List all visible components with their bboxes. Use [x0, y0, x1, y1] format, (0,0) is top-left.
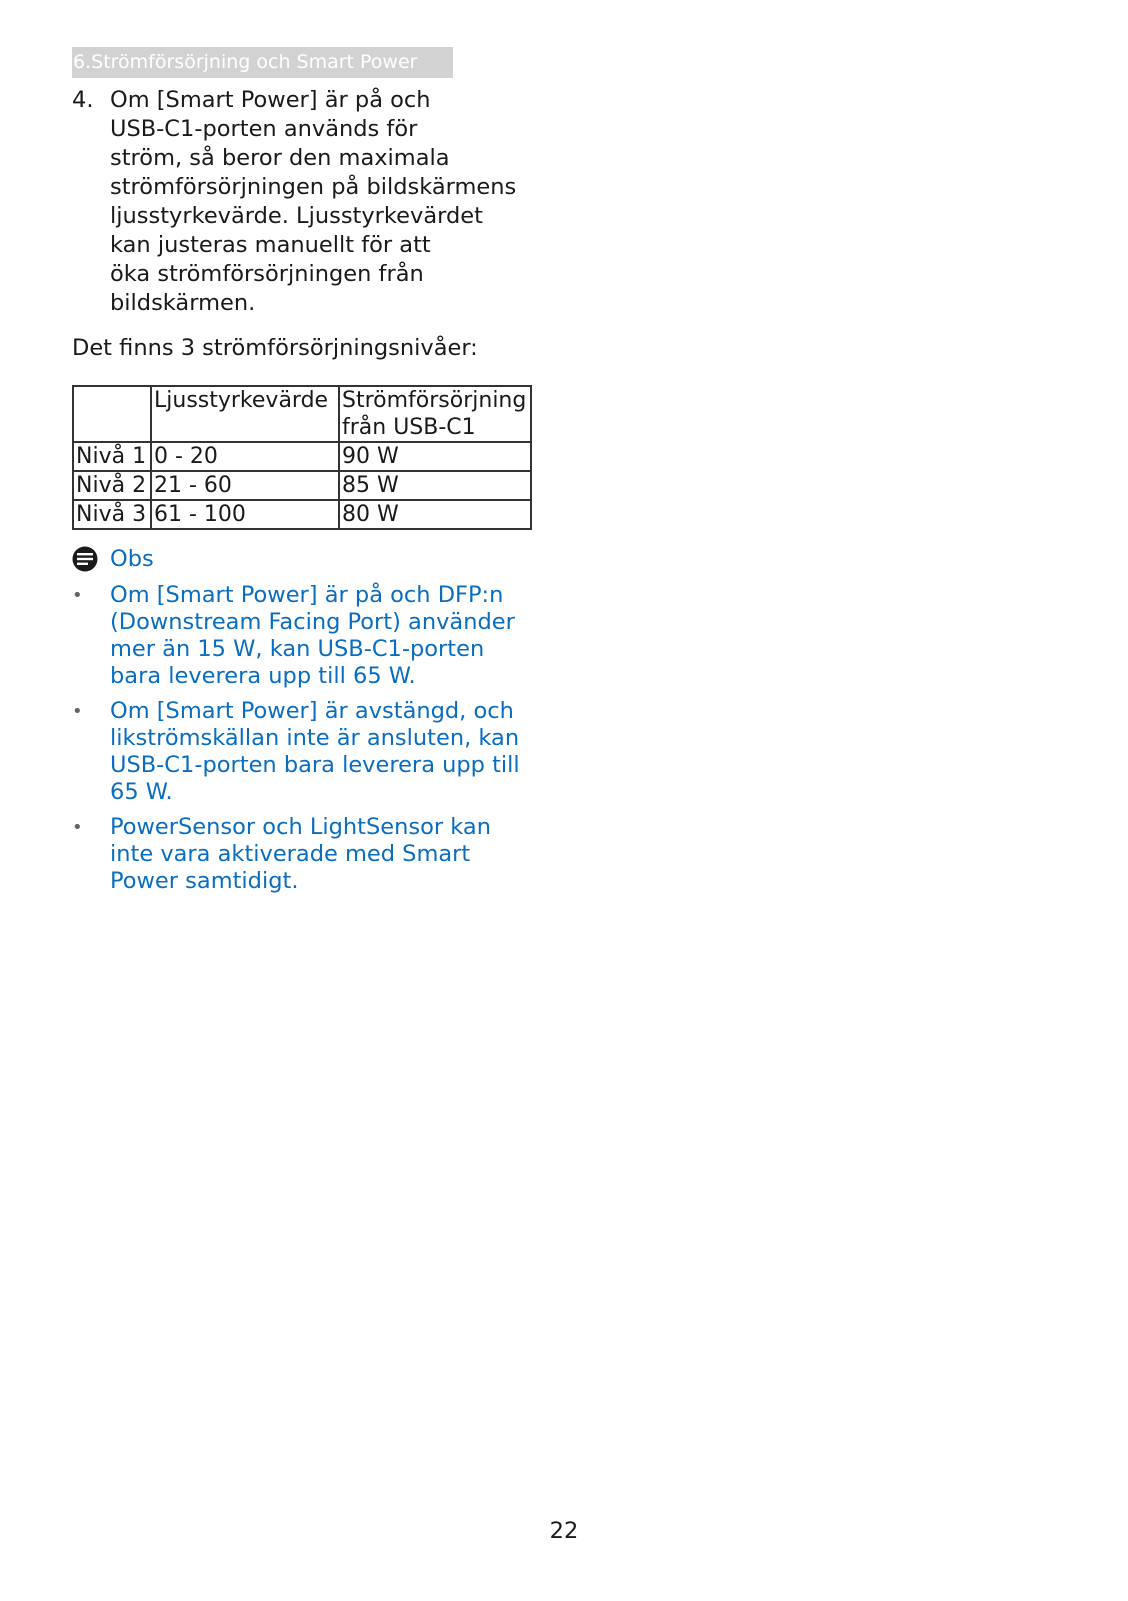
note-label: Obs: [110, 546, 154, 572]
table-cell-power: 85 W: [339, 471, 531, 500]
text-line: USB-C1-porten används för: [110, 116, 418, 142]
text-line: USB-C1-porten bara leverera upp till: [110, 752, 520, 778]
power-levels-table: [72, 385, 532, 530]
text-line: strömförsörjningen på bildskärmens: [110, 174, 517, 200]
table-cell-power: 90 W: [339, 442, 531, 471]
table-header-cell-empty: [73, 386, 151, 442]
bullet-icon: •: [72, 701, 83, 722]
table-row: [73, 471, 531, 500]
section-header: 6.Strömförsörjning och Smart Power: [72, 47, 453, 78]
table-row: [73, 500, 531, 529]
note-text: [110, 582, 542, 690]
header-power-line-1: Strömförsörjning: [342, 388, 527, 413]
bullet-icon: •: [72, 585, 83, 606]
text-line: Om [Smart Power] är på och DFP:n: [110, 582, 504, 608]
note-item: [72, 582, 542, 690]
table-cell-power: 80 W: [339, 500, 531, 529]
table-cell-level: Nivå 3: [73, 500, 151, 529]
note-text: [110, 814, 542, 895]
note-list: [72, 582, 542, 903]
note-item: [72, 814, 542, 895]
table-header-cell-brightness: Ljusstyrkevärde: [151, 386, 339, 442]
text-line: kan justeras manuellt för att: [110, 232, 431, 258]
note-text: [110, 698, 542, 806]
bullet-icon: •: [72, 817, 83, 838]
text-line: inte vara aktiverade med Smart: [110, 841, 471, 867]
text-line: likströmskällan inte är ansluten, kan: [110, 725, 520, 751]
page-number: 22: [549, 1518, 579, 1544]
text-line: ström, så beror den maximala: [110, 145, 450, 171]
table-cell-brightness: 0 - 20: [151, 442, 339, 471]
list-item-text: [110, 86, 540, 318]
table-header-row: [73, 386, 531, 442]
text-line: 65 W.: [110, 779, 173, 805]
note-item: [72, 698, 542, 806]
note-icon: [72, 546, 98, 572]
header-power-line-2: från USB-C1: [342, 415, 476, 440]
text-line: bildskärmen.: [110, 290, 256, 316]
text-line: öka strömförsörjningen från: [110, 261, 424, 287]
text-line: Om [Smart Power] är avstängd, och: [110, 698, 514, 724]
list-number: 4.: [72, 87, 94, 113]
text-line: mer än 15 W, kan USB-C1-porten: [110, 636, 485, 662]
table-cell-level: Nivå 1: [73, 442, 151, 471]
table-row: [73, 442, 531, 471]
table-cell-level: Nivå 2: [73, 471, 151, 500]
text-line: (Downstream Facing Port) använder: [110, 609, 515, 635]
table-cell-brightness: 61 - 100: [151, 500, 339, 529]
text-line: bara leverera upp till 65 W.: [110, 663, 416, 689]
text-line: Power samtidigt.: [110, 868, 299, 894]
text-line: Om [Smart Power] är på och: [110, 87, 431, 113]
table-cell-brightness: 21 - 60: [151, 471, 339, 500]
text-line: ljusstyrkevärde. Ljusstyrkevärdet: [110, 203, 483, 229]
table-header-cell-power: [339, 386, 531, 442]
text-line: PowerSensor och LightSensor kan: [110, 814, 491, 840]
levels-intro: Det finns 3 strömförsörjningsnivåer:: [72, 335, 478, 361]
